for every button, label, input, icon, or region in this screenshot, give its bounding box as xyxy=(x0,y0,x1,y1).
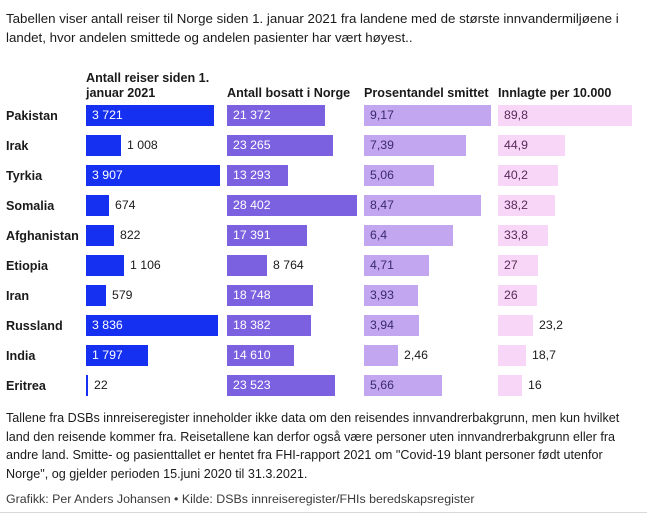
table-row xyxy=(6,191,647,221)
bar xyxy=(498,345,526,366)
bar-cell xyxy=(364,341,498,371)
bar-value-label: 18 382 xyxy=(233,318,271,332)
bar-value-label: 89,8 xyxy=(504,108,528,122)
bar-value-label: 23 265 xyxy=(233,138,271,152)
bar-track xyxy=(364,345,492,366)
bar-value-label: 14 610 xyxy=(233,348,271,362)
bar-track xyxy=(498,165,633,186)
bar-value-label: 1 106 xyxy=(130,258,161,272)
bar-cell xyxy=(364,311,498,341)
bar-cell xyxy=(86,131,227,161)
row-label-eritrea: Eritrea xyxy=(6,379,46,393)
bar-value-label: 7,39 xyxy=(370,138,394,152)
bar xyxy=(227,255,267,276)
bar-track xyxy=(498,135,633,156)
bar xyxy=(498,375,522,396)
bar-value-label: 6,4 xyxy=(370,228,388,242)
bar-value-label: 674 xyxy=(115,198,136,212)
bar-cell xyxy=(86,251,227,281)
bar-value-label: 13 293 xyxy=(233,168,271,182)
bar-cell xyxy=(364,281,498,311)
bar-track xyxy=(227,255,358,276)
bar-track xyxy=(498,315,633,336)
bar-track xyxy=(227,195,358,216)
row-label-irak: Irak xyxy=(6,139,29,153)
bar-cell xyxy=(86,161,227,191)
bar-value-label: 44,9 xyxy=(504,138,528,152)
bar-cell xyxy=(227,221,364,251)
table-row xyxy=(6,251,647,281)
column-header-smittet: Prosentandel smittet xyxy=(364,86,489,100)
table-row xyxy=(6,101,647,131)
bar-value-label: 33,8 xyxy=(504,228,528,242)
bar-track xyxy=(498,345,633,366)
column-header-reiser: Antall reiser siden 1. januar 2021 xyxy=(86,71,210,100)
row-label-etiopia: Etiopia xyxy=(6,259,48,273)
bar-value-label: 28 402 xyxy=(233,198,271,212)
bar-track xyxy=(498,375,633,396)
bar-cell xyxy=(498,341,639,371)
bar-cell xyxy=(227,311,364,341)
table-row xyxy=(6,371,647,401)
bar-cell xyxy=(227,341,364,371)
table-row xyxy=(6,131,647,161)
bar-value-label: 8 764 xyxy=(273,258,304,272)
bar-cell xyxy=(364,101,498,131)
bar-track xyxy=(498,255,633,276)
chart-rows xyxy=(6,101,647,401)
bar-cell xyxy=(86,191,227,221)
bar-value-label: 3,94 xyxy=(370,318,394,332)
bar xyxy=(86,255,124,276)
bar-value-label: 23 523 xyxy=(233,378,271,392)
bar-cell xyxy=(364,221,498,251)
bar-track xyxy=(227,165,358,186)
bar-track xyxy=(364,135,492,156)
bar-value-label: 579 xyxy=(112,288,133,302)
bar-cell xyxy=(498,221,639,251)
bar-track xyxy=(364,315,492,336)
bar-value-label: 9,17 xyxy=(370,108,394,122)
bar-track xyxy=(227,285,358,306)
column-header-innlagte: Innlagte per 10.000 xyxy=(498,86,612,100)
bar-value-label: 822 xyxy=(120,228,141,242)
bar xyxy=(364,345,398,366)
bar-cell xyxy=(498,251,639,281)
bar-track xyxy=(86,285,221,306)
bar-value-label: 3,93 xyxy=(370,288,394,302)
column-header-bosatt: Antall bosatt i Norge xyxy=(227,86,351,100)
bar-value-label: 3 907 xyxy=(92,168,123,182)
bar-cell xyxy=(86,221,227,251)
bar-cell xyxy=(498,131,639,161)
bar-value-label: 27 xyxy=(504,258,518,272)
bar-cell xyxy=(498,191,639,221)
row-label-iran: Iran xyxy=(6,289,30,303)
table-row xyxy=(6,341,647,371)
bar-track xyxy=(227,345,358,366)
bar-track xyxy=(86,315,221,336)
table-row xyxy=(6,311,647,341)
bar-cell xyxy=(86,101,227,131)
bar-track xyxy=(364,195,492,216)
bar-track xyxy=(227,135,358,156)
bar-track xyxy=(364,105,492,126)
bar-value-label: 26 xyxy=(504,288,518,302)
bar-track xyxy=(86,195,221,216)
bar-value-label: 18,7 xyxy=(532,348,556,362)
bar-value-label: 8,47 xyxy=(370,198,394,212)
bar-cell xyxy=(227,161,364,191)
bar-cell xyxy=(227,131,364,161)
chart-table xyxy=(0,59,647,401)
bar-cell xyxy=(498,311,639,341)
bar-track xyxy=(86,225,221,246)
bar xyxy=(86,225,114,246)
bar-value-label: 23,2 xyxy=(539,318,563,332)
bar-track xyxy=(86,165,221,186)
row-label-somalia: Somalia xyxy=(6,199,55,213)
bar-track xyxy=(227,105,358,126)
bar-value-label: 4,71 xyxy=(370,258,394,272)
bar-track xyxy=(86,255,221,276)
bar xyxy=(86,375,88,396)
bar-track xyxy=(86,135,221,156)
bar-value-label: 38,2 xyxy=(504,198,528,212)
bar-cell xyxy=(364,161,498,191)
bar-value-label: 1 008 xyxy=(127,138,158,152)
bar-cell xyxy=(227,101,364,131)
bar-track xyxy=(364,375,492,396)
row-label-afghanistan: Afghanistan xyxy=(6,229,79,243)
bar xyxy=(86,285,106,306)
bar-track xyxy=(227,225,358,246)
bar-cell xyxy=(498,371,639,401)
bar-cell xyxy=(364,371,498,401)
bar-cell xyxy=(227,281,364,311)
row-label-pakistan: Pakistan xyxy=(6,109,58,123)
bar-value-label: 5,06 xyxy=(370,168,394,182)
bar-cell xyxy=(498,281,639,311)
bar-track xyxy=(86,345,221,366)
bar-cell xyxy=(498,161,639,191)
footnote-text: Tallene fra DSBs innreiseregister inneholder ikke data om den reisendes innvandrerbakgrunn, men kun hvilket land den reisende kommer fra. Reisetallene kan derfor også være personer uten innvandrerbakgrunn eller fra andre land. Smitte- og pasienttallet er hentet fra FHI-rapport 2021 om "Covid-19 blant personer født utenfor Norge", og gjelder perioden 15.juni 2020 til 31.3.2021. xyxy=(6,411,620,481)
table-row xyxy=(6,221,647,251)
bar-track xyxy=(227,375,358,396)
row-label-tyrkia: Tyrkia xyxy=(6,169,43,183)
bar-track xyxy=(498,225,633,246)
bar-cell xyxy=(364,131,498,161)
intro-text: Tabellen viser antall reiser til Norge siden 1. januar 2021 fra landene med de største innvandermiljøene i landet, hvor andelen smittede og andelen pasienter har vært høyest.. xyxy=(6,11,619,45)
bar-track xyxy=(86,105,221,126)
table-row xyxy=(6,161,647,191)
bar-track xyxy=(498,285,633,306)
bar-track xyxy=(498,195,633,216)
bar-track xyxy=(364,285,492,306)
bar-cell xyxy=(86,371,227,401)
bar-value-label: 22 xyxy=(94,378,108,392)
bar-cell xyxy=(364,251,498,281)
bar-track xyxy=(364,165,492,186)
bar-value-label: 5,66 xyxy=(370,378,394,392)
bar-cell xyxy=(498,101,639,131)
bar-cell xyxy=(364,191,498,221)
row-label-russland: Russland xyxy=(6,319,63,333)
bar-value-label: 40,2 xyxy=(504,168,528,182)
table-row xyxy=(6,281,647,311)
bar-value-label: 16 xyxy=(528,378,542,392)
bar-cell xyxy=(86,311,227,341)
bar-cell xyxy=(86,341,227,371)
credit-text: Grafikk: Per Anders Johansen • Kilde: DSBs innreiseregister/FHIs beredskapsregister xyxy=(6,492,475,506)
bar-track xyxy=(227,315,358,336)
bar-value-label: 3 721 xyxy=(92,108,123,122)
row-label-india: India xyxy=(6,349,36,363)
bar-value-label: 3 836 xyxy=(92,318,123,332)
bar-value-label: 21 372 xyxy=(233,108,271,122)
bar-value-label: 1 797 xyxy=(92,348,123,362)
bar-value-label: 17 391 xyxy=(233,228,271,242)
bar-track xyxy=(86,375,221,396)
bar-cell xyxy=(227,191,364,221)
bar xyxy=(86,135,121,156)
bar-cell xyxy=(227,371,364,401)
bar xyxy=(86,195,109,216)
bar-value-label: 2,46 xyxy=(404,348,428,362)
bar-track xyxy=(364,255,492,276)
bar-cell xyxy=(227,251,364,281)
bar-track xyxy=(498,105,633,126)
bar-cell xyxy=(86,281,227,311)
bar-track xyxy=(364,225,492,246)
bar-value-label: 18 748 xyxy=(233,288,271,302)
bar xyxy=(498,315,533,336)
column-header-row xyxy=(6,59,647,101)
